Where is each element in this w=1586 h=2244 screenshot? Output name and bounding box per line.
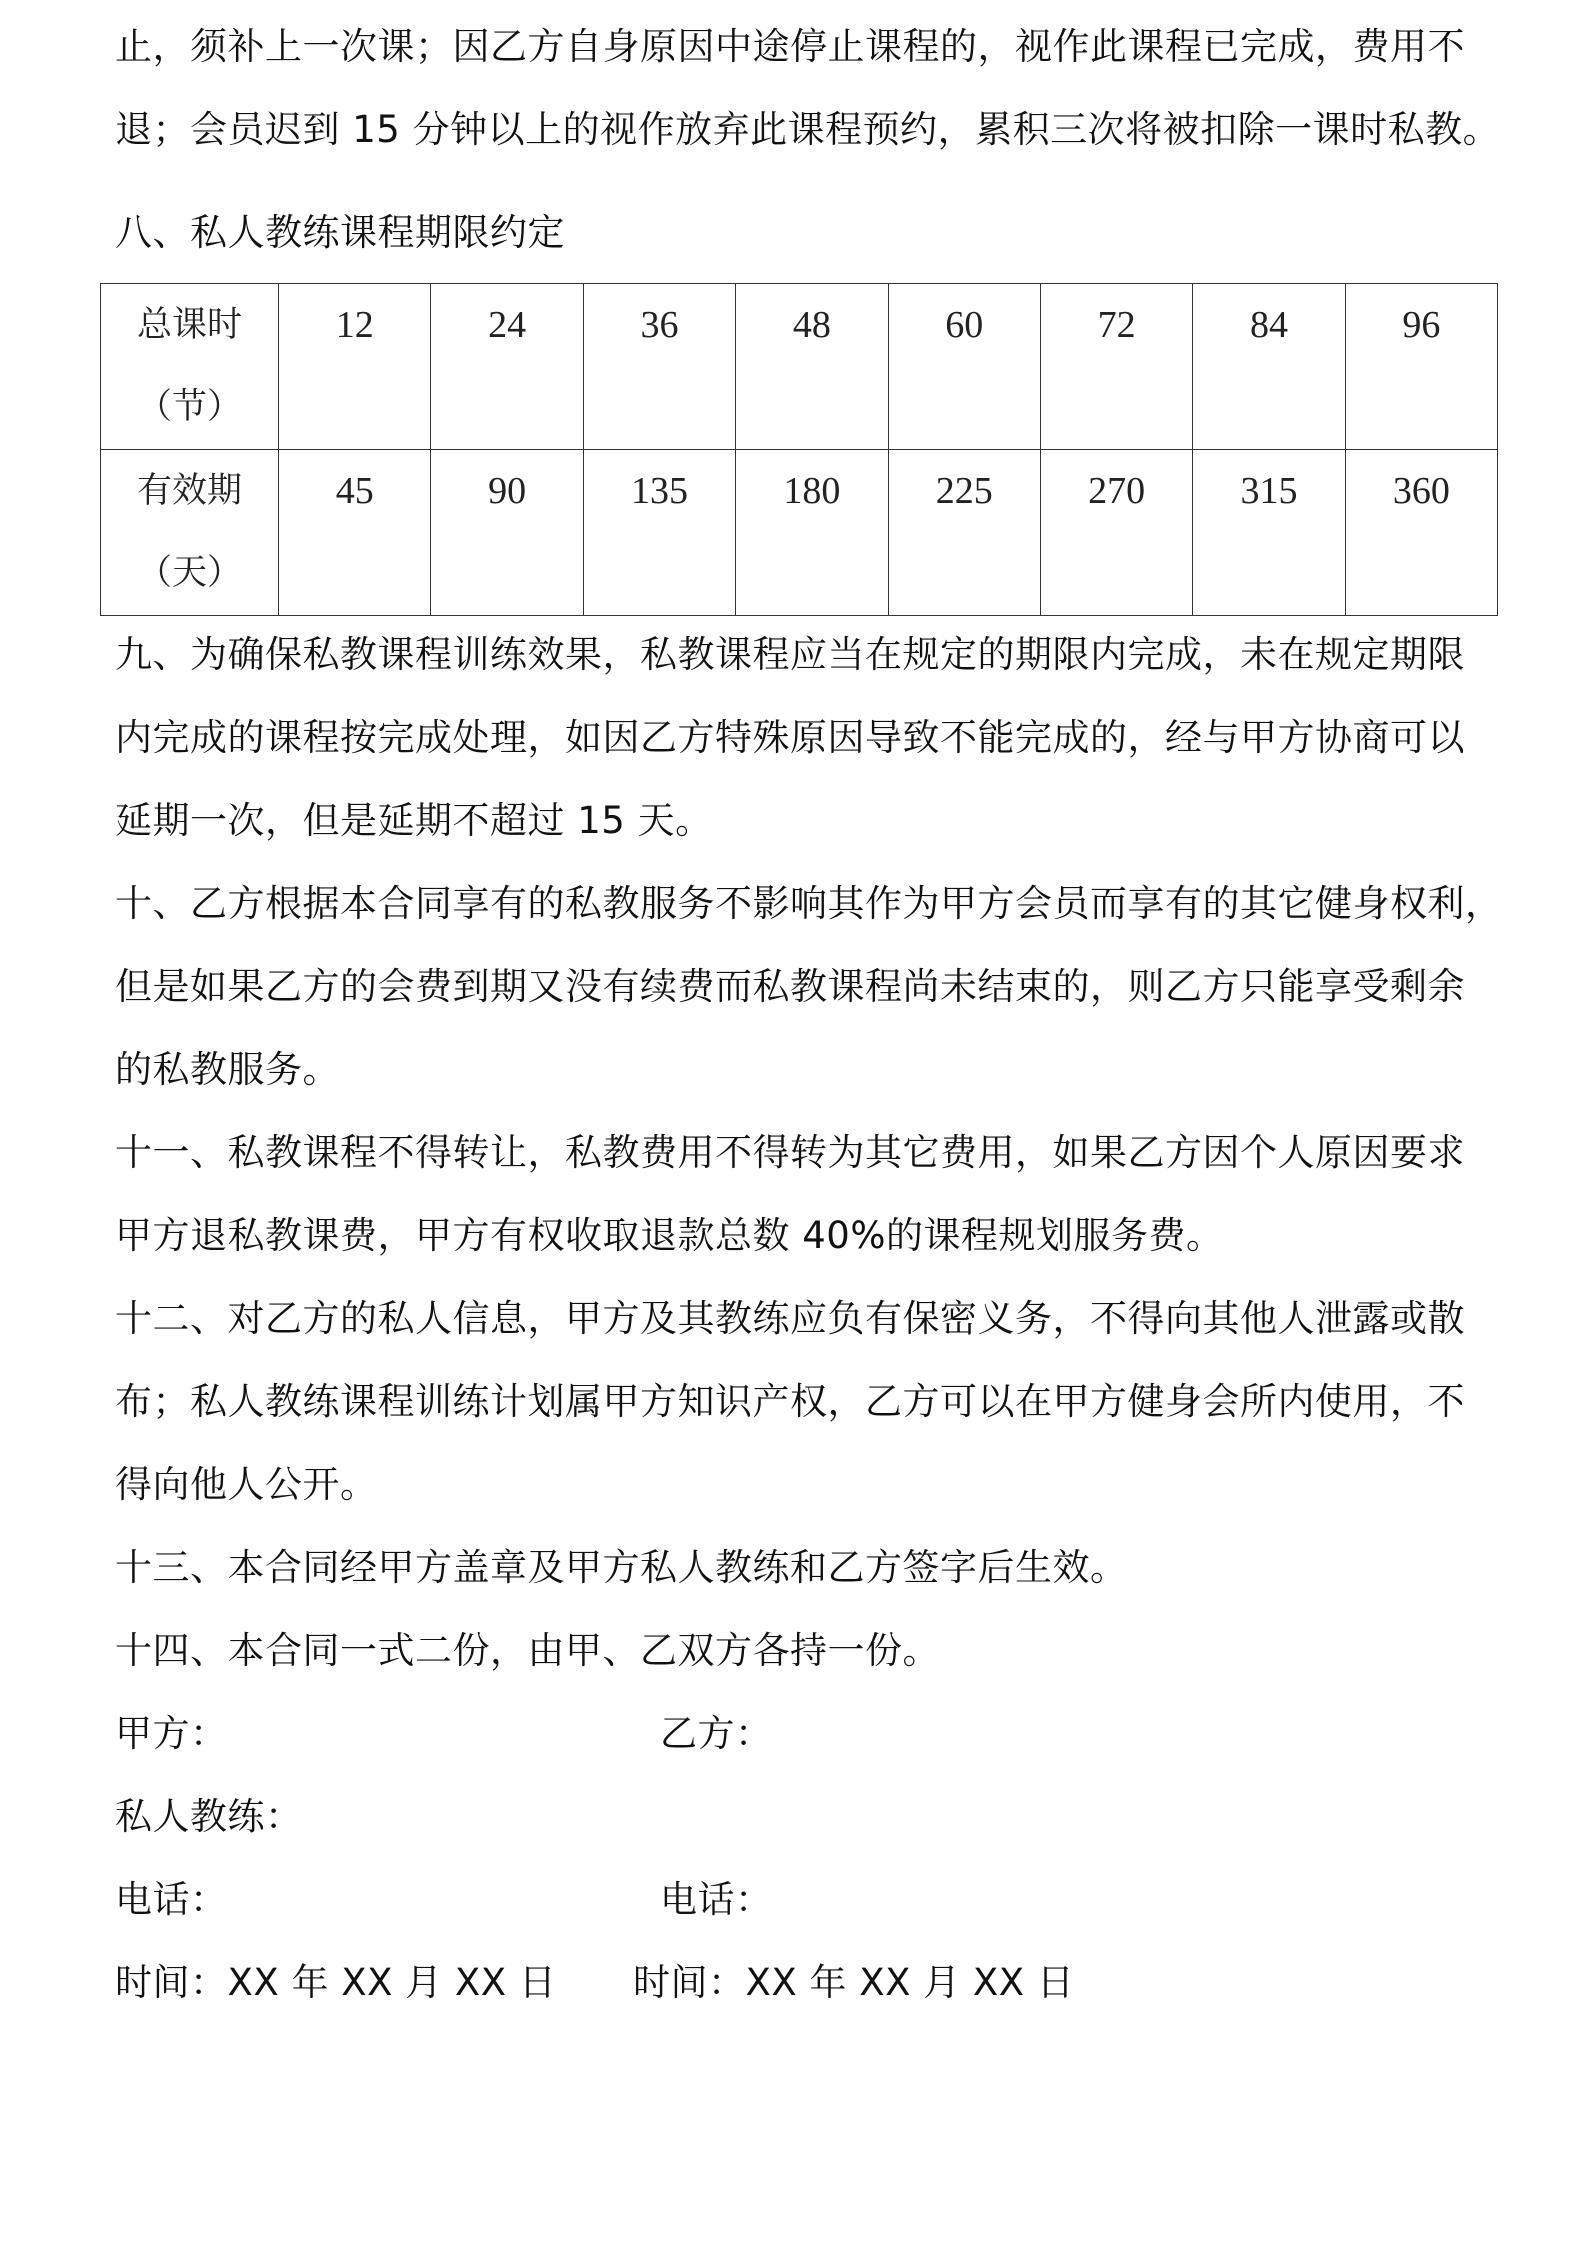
- table-cell: 36: [583, 284, 735, 450]
- phone-a-label: 电话：: [115, 1878, 228, 1921]
- paragraph-line: 十三、本合同经甲方盖章及甲方私人教练和乙方签字后生效。: [115, 1546, 1128, 1589]
- table-cell: 225: [888, 450, 1040, 616]
- table-header-line: （节）: [136, 387, 242, 427]
- party-a-label: 甲方：: [115, 1712, 228, 1755]
- paragraph-line: 得向他人公开。: [115, 1463, 378, 1506]
- table-cell: 24: [431, 284, 583, 450]
- paragraph-line: 九、为确保私教课程训练效果，私教课程应当在规定的期限内完成，未在规定期限: [115, 633, 1465, 676]
- table-cell: 12: [279, 284, 431, 450]
- table-cell: 60: [888, 284, 1040, 450]
- table-cell: 45: [279, 450, 431, 616]
- table-cell: 135: [583, 450, 735, 616]
- course-term-table: [100, 283, 1498, 616]
- table-cell: 180: [736, 450, 888, 616]
- date-a: 时间：XX 年 XX 月 XX 日: [115, 1961, 557, 2004]
- paragraph-line: 十二、对乙方的私人信息，甲方及其教练应负有保密义务，不得向其他人泄露或散: [115, 1297, 1465, 1340]
- paragraph-line: 的私教服务。: [115, 1048, 340, 1091]
- paragraph-line: 甲方退私教课费，甲方有权收取退款总数 40%的课程规划服务费。: [115, 1214, 1224, 1257]
- paragraph-line: 十一、私教课程不得转让，私教费用不得转为其它费用，如果乙方因个人原因要求: [115, 1131, 1465, 1174]
- table-cell: 90: [431, 450, 583, 616]
- section-title: 八、私人教练课程期限约定: [115, 211, 565, 254]
- table-cell: 96: [1345, 284, 1497, 450]
- table-row: [101, 450, 1498, 616]
- date-b: 时间：XX 年 XX 月 XX 日: [633, 1961, 1075, 2004]
- phone-b-label: 电话：: [660, 1878, 773, 1921]
- paragraph-line: 内完成的课程按完成处理，如因乙方特殊原因导致不能完成的，经与甲方协商可以: [115, 716, 1465, 759]
- paragraph-line: 十、乙方根据本合同享有的私教服务不影响其作为甲方会员而享有的其它健身权利，: [115, 882, 1503, 925]
- party-b-label: 乙方：: [660, 1712, 773, 1755]
- paragraph-line: 退；会员迟到 15 分钟以上的视作放弃此课程预约，累积三次将被扣除一课时私教。: [115, 108, 1501, 151]
- table-header-line: 总课时: [136, 305, 242, 345]
- table-cell: 360: [1345, 450, 1497, 616]
- table-cell: 84: [1193, 284, 1345, 450]
- table-cell: 270: [1040, 450, 1192, 616]
- table-cell: 48: [736, 284, 888, 450]
- table-row-header: [101, 284, 279, 450]
- paragraph-line: 延期一次，但是延期不超过 15 天。: [115, 799, 713, 842]
- paragraph-line: 止，须补上一次课；因乙方自身原因中途停止课程的，视作此课程已完成，费用不: [115, 25, 1465, 68]
- table-cell: 72: [1040, 284, 1192, 450]
- paragraph-line: 十四、本合同一式二份，由甲、乙双方各持一份。: [115, 1629, 940, 1672]
- table-header-line: 有效期: [136, 471, 242, 511]
- table-header-line: （天）: [136, 553, 242, 593]
- paragraph-line: 布；私人教练课程训练计划属甲方知识产权，乙方可以在甲方健身会所内使用，不: [115, 1380, 1465, 1423]
- trainer-label: 私人教练：: [115, 1795, 303, 1838]
- table-row: [101, 284, 1498, 450]
- paragraph-line: 但是如果乙方的会费到期又没有续费而私教课程尚未结束的，则乙方只能享受剩余: [115, 965, 1465, 1008]
- table-cell: 315: [1193, 450, 1345, 616]
- table-row-header: [101, 450, 279, 616]
